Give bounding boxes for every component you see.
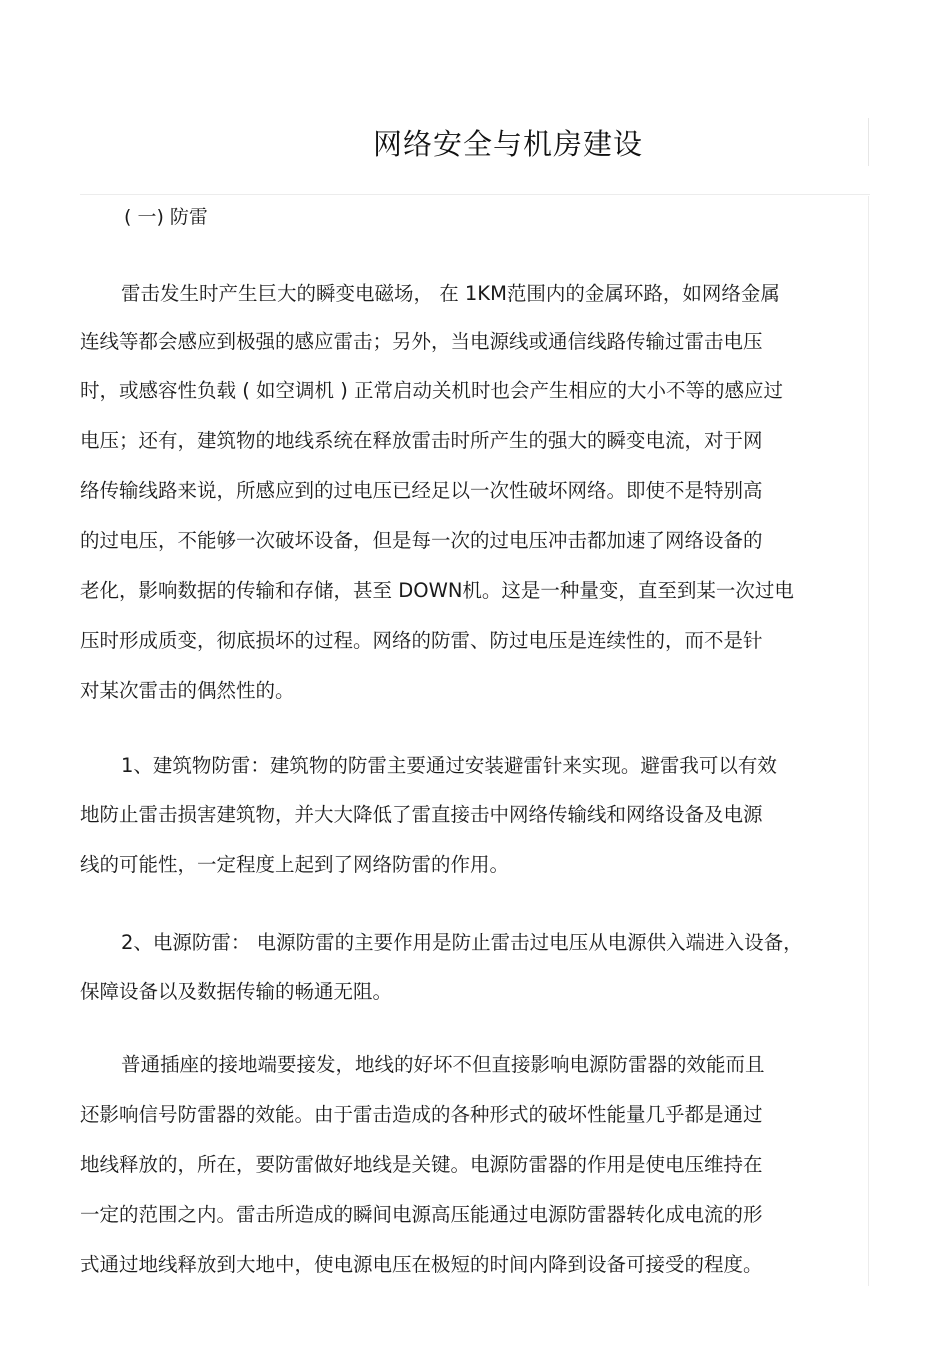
paragraph-line: 老化，影响数据的传输和存储，甚至 DOWN机。这是一种量变，直至到某一次过电 <box>80 579 794 602</box>
paragraph-line: 保障设备以及数据传输的畅通无阻。 <box>80 980 393 1003</box>
paragraph-line: 还影响信号防雷器的效能。由于雷击造成的各种形式的破坏性能量几乎都是通过 <box>80 1103 763 1126</box>
page-title: 网络安全与机房建设 <box>372 127 643 161</box>
paragraph-line: 普通插座的接地端要接发，地线的好坏不但直接影响电源防雷器的效能而且 <box>121 1053 765 1076</box>
paragraph-line: 对某次雷击的偶然性的。 <box>80 679 295 702</box>
section-heading: ( 一) 防雷 <box>124 206 208 228</box>
paragraph-line: 时，或感容性负载 ( 如空调机 ) 正常启动关机时也会产生相应的大小不等的感应过 <box>80 379 784 402</box>
paragraph-line: 2、电源防雷： 电源防雷的主要作用是防止雷击过电压从电源供入端进入设备， <box>121 931 803 954</box>
paragraph-line: 压时形成质变，彻底损坏的过程。网络的防雷、防过电压是连续性的，而不是针 <box>80 629 763 652</box>
paragraph-line: 地防止雷击损害建筑物，并大大降低了雷直接击中网络传输线和网络设备及电源 <box>80 803 763 826</box>
paragraph-line: 的过电压，不能够一次破坏设备，但是每一次的过电压冲击都加速了网络设备的 <box>80 529 763 552</box>
paragraph-line: 一定的范围之内。雷击所造成的瞬间电源高压能通过电源防雷器转化成电流的形 <box>80 1203 763 1226</box>
paragraph-line: 1、建筑物防雷：建筑物的防雷主要通过安装避雷针来实现。避雷我可以有效 <box>121 754 777 777</box>
paragraph-line: 式通过地线释放到大地中，使电源电压在极短的时间内降到设备可接受的程度。 <box>80 1253 763 1276</box>
paragraph-line: 络传输线路来说，所感应到的过电压已经足以一次性破坏网络。即使不是特别高 <box>80 479 763 502</box>
paragraph-line: 线的可能性，一定程度上起到了网络防雷的作用。 <box>80 853 510 876</box>
paragraph-line: 地线释放的，所在，要防雷做好地线是关键。电源防雷器的作用是使电压维持在 <box>80 1153 763 1176</box>
header-divider <box>80 194 870 195</box>
paragraph-line: 连线等都会感应到极强的感应雷击；另外，当电源线或通信线路传输过雷击电压 <box>80 330 763 353</box>
page-edge-rule <box>868 196 869 1286</box>
paragraph-line: 电压；还有，建筑物的地线系统在释放雷击时所产生的强大的瞬变电流，对于网 <box>80 429 763 452</box>
paragraph-line: 雷击发生时产生巨大的瞬变电磁场， 在 1KM范围内的金属环路，如网络金属 <box>121 282 780 305</box>
